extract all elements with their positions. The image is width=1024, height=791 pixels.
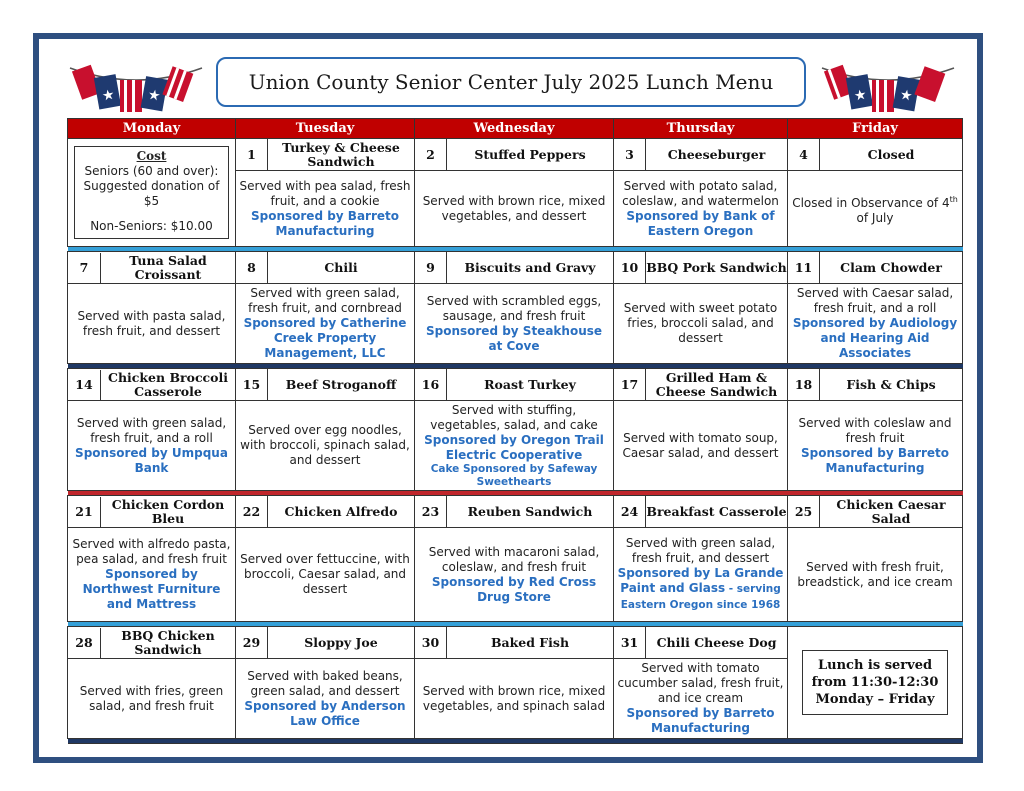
meal-description: Served with pasta salad, fresh fruit, and dessert	[77, 308, 226, 338]
meal-description: Served over egg noodles, with broccoli, spinach salad, and dessert	[240, 423, 410, 467]
date-number: 7	[68, 253, 101, 283]
dish-name: Biscuits and Gravy	[447, 252, 614, 284]
dish-name: Chicken Cordon Bleu	[111, 496, 225, 526]
date-number: 15	[236, 369, 268, 401]
date-number: 18	[788, 369, 820, 401]
meal-description-cell	[68, 659, 236, 739]
dish-name: Clam Chowder	[820, 252, 963, 284]
meal-description: Served with coleslaw and fresh fruit	[798, 415, 952, 445]
sponsor-name: Sponsored by Umpqua Bank	[75, 445, 228, 475]
meal-description: Served with macaroni salad, coleslaw, and fresh fruit	[428, 544, 600, 574]
dish-name: Tuna Salad Croissant	[129, 252, 207, 282]
day-title-cell	[68, 627, 236, 659]
date-number: 11	[788, 252, 820, 284]
svg-text:★: ★	[852, 86, 868, 105]
date-number: 31	[614, 627, 646, 659]
meal-description: Served with stuffing, vegetables, salad, and cake	[430, 402, 598, 432]
sponsor-name: Sponsored by Barreto Manufacturing	[801, 445, 950, 475]
week-title-row	[68, 252, 963, 284]
dish-name: Fish & Chips	[820, 369, 963, 401]
meal-description-cell	[236, 171, 415, 247]
date-number: 28	[68, 628, 101, 658]
dish-name: BBQ Pork Sandwich	[646, 252, 788, 284]
sponsor-text	[791, 446, 959, 476]
svg-text:★: ★	[100, 86, 116, 105]
sponsor-tagline: - serving Eastern Oregon since 1968	[620, 583, 781, 611]
meal-description-cell	[415, 528, 614, 622]
dish-name: Sloppy Joe	[268, 627, 415, 659]
sponsor-text	[617, 706, 784, 736]
meal-description: Served with baked beans, green salad, and dessert	[247, 668, 403, 698]
sponsor-name: Sponsored by Barreto Manufacturing	[626, 706, 775, 735]
day-header: Friday	[788, 119, 963, 139]
sponsor-text	[617, 566, 784, 613]
sponsor-name: Sponsored by Bank of Eastern Oregon	[626, 208, 775, 238]
meal-description-cell	[788, 401, 963, 491]
sponsor-text	[418, 433, 610, 463]
sponsor-text	[239, 209, 411, 239]
sponsor-name: Sponsored by Anderson Law Office	[244, 698, 406, 728]
date-number: 14	[68, 370, 101, 400]
date-number: 21	[68, 497, 101, 527]
dish-name: Stuffed Peppers	[447, 139, 614, 171]
dish-name: Roast Turkey	[447, 369, 614, 401]
patriotic-bunting-icon	[66, 58, 206, 114]
meal-description-cell	[788, 284, 963, 364]
patriotic-bunting-icon	[818, 58, 958, 114]
sponsor-text	[71, 567, 232, 612]
meal-description-cell	[614, 401, 788, 491]
svg-text:★: ★	[898, 86, 914, 105]
meal-description-cell	[788, 171, 963, 247]
date-number: 9	[415, 252, 447, 284]
dish-name: Reuben Sandwich	[447, 496, 614, 528]
cost-non-seniors: Non-Seniors: $10.00	[90, 219, 213, 233]
meal-description-cell	[614, 659, 788, 739]
dish-name: Chili Cheese Dog	[646, 627, 788, 659]
meal-description: Served over fettuccine, with broccoli, Caesar salad, and dessert	[240, 552, 410, 596]
day-header: Tuesday	[236, 119, 415, 139]
svg-text:★: ★	[146, 86, 162, 105]
dish-name: Chicken Broccoli Casserole	[108, 369, 228, 399]
sponsor-name: Sponsored by La Grande Paint and Glass	[617, 566, 784, 595]
cost-seniors: Seniors (60 and over): Suggested donation of $5	[83, 164, 220, 208]
lunch-hours-box: Lunch is served from 11:30-12:30 Monday – Friday	[802, 650, 948, 715]
sponsor-text	[418, 324, 610, 354]
lunch-info-cell	[788, 627, 963, 739]
meal-description: Served with alfredo pasta, pea salad, and fresh fruit	[72, 537, 231, 566]
date-number: 1	[236, 139, 268, 171]
meal-description: Served with brown rice, mixed vegetables, and spinach salad	[422, 683, 606, 713]
meal-description-cell	[68, 401, 236, 491]
cake-sponsor-text: Cake Sponsored by Safeway Sweethearts	[430, 462, 598, 488]
dish-name: Grilled Ham & Cheese Sandwich	[646, 369, 788, 401]
dish-name: Chicken Caesar Salad	[820, 496, 963, 528]
meal-description: Served with Caesar salad, fresh fruit, and a roll	[796, 286, 954, 315]
dish-name: Closed	[820, 139, 963, 171]
date-number: 2	[415, 139, 447, 171]
date-number: 30	[415, 627, 447, 659]
meal-description: Served with potato salad, coleslaw, and watermelon	[622, 178, 779, 208]
sponsor-text	[239, 316, 411, 361]
meal-description: Served with tomato soup, Caesar salad, and dessert	[622, 430, 779, 460]
meal-description-cell	[415, 401, 614, 491]
meal-description: Served with pea salad, fresh fruit, and a cookie	[239, 178, 411, 208]
sponsor-text	[791, 316, 959, 361]
meal-description-cell	[68, 284, 236, 364]
week-title-row	[68, 139, 963, 171]
dish-name: Breakfast Casserole	[646, 496, 788, 528]
sponsor-name: Sponsored by Steakhouse at Cove	[425, 323, 603, 353]
meal-description-cell	[788, 528, 963, 622]
meal-description: Served with scrambled eggs, sausage, and fresh fruit	[426, 293, 602, 323]
date-number: 3	[614, 139, 646, 171]
meal-description: Served with fries, green salad, and fresh fruit	[79, 683, 224, 713]
day-header-row	[68, 119, 963, 139]
meal-description-cell	[236, 401, 415, 491]
title-box	[216, 57, 806, 107]
meal-description-cell	[415, 659, 614, 739]
sponsor-name: Sponsored by Audiology and Hearing Aid Associates	[792, 316, 958, 360]
dish-name: Baked Fish	[447, 627, 614, 659]
day-header: Monday	[68, 119, 236, 139]
sponsor-text	[71, 446, 232, 476]
sponsor-name: Sponsored by Red Cross Drug Store	[431, 574, 597, 604]
meal-description-cell	[614, 528, 788, 622]
date-number: 16	[415, 369, 447, 401]
day-title-cell	[68, 496, 236, 528]
page-title: Union County Senior Center July 2025 Lunch Menu	[248, 70, 774, 94]
week-title-row	[68, 627, 963, 659]
date-number: 23	[415, 496, 447, 528]
meal-description-cell	[415, 284, 614, 364]
date-number: 4	[788, 139, 820, 171]
day-header: Thursday	[614, 119, 788, 139]
sponsor-text	[418, 575, 610, 605]
meal-description: Served with green salad, fresh fruit, and a roll	[76, 415, 227, 445]
week-detail-row	[68, 528, 963, 622]
week-title-row	[68, 369, 963, 401]
date-number: 22	[236, 496, 268, 528]
sponsor-name: Sponsored by Catherine Creek Property Management, LLC	[243, 316, 407, 360]
dish-name: BBQ Chicken Sandwich	[121, 627, 215, 657]
meal-description-cell	[614, 171, 788, 247]
dish-name: Cheeseburger	[646, 139, 788, 171]
meal-description-cell	[415, 171, 614, 247]
dish-name: Beef Stroganoff	[268, 369, 415, 401]
week-title-row	[68, 496, 963, 528]
meal-description-cell	[236, 528, 415, 622]
sponsor-name: Sponsored by Oregon Trail Electric Cooperative	[424, 432, 604, 462]
week-separator	[68, 739, 963, 744]
date-number: 25	[788, 496, 820, 528]
dish-name: Chicken Alfredo	[268, 496, 415, 528]
day-title-cell	[68, 252, 236, 284]
meal-description: Served with green salad, fresh fruit, and dessert	[625, 536, 776, 565]
sponsor-text	[617, 209, 784, 239]
date-number: 17	[614, 369, 646, 401]
meal-description: Served with brown rice, mixed vegetables, and dessert	[422, 193, 606, 223]
sponsor-text	[239, 699, 411, 729]
meal-description: Served with fresh fruit, breadstick, and ice cream	[797, 559, 953, 589]
week-detail-row	[68, 284, 963, 364]
meal-description: Served with tomato cucumber salad, fresh fruit, and ice cream	[617, 661, 784, 705]
week-detail-row	[68, 401, 963, 491]
meal-description: Served with green salad, fresh fruit, and cornbread	[248, 286, 402, 315]
dish-name: Turkey & Cheese Sandwich	[268, 139, 415, 171]
dish-name: Chili	[268, 252, 415, 284]
date-number: 8	[236, 252, 268, 284]
meal-description: Closed in Observance of 4th of July	[792, 194, 958, 225]
sponsor-name: Sponsored by Northwest Furniture and Mattress	[82, 567, 221, 611]
sponsor-name: Sponsored by Barreto Manufacturing	[250, 208, 400, 238]
meal-description-cell	[236, 284, 415, 364]
day-title-cell	[68, 369, 236, 401]
cost-cell	[68, 139, 236, 247]
date-number: 24	[614, 496, 646, 528]
cost-box	[74, 146, 229, 239]
meal-description: Served with sweet potato fries, broccoli salad, and dessert	[623, 301, 778, 345]
date-number: 29	[236, 627, 268, 659]
meal-description-cell	[236, 659, 415, 739]
menu-calendar	[67, 118, 963, 744]
date-number: 10	[614, 252, 646, 284]
meal-description-cell	[68, 528, 236, 622]
day-header: Wednesday	[415, 119, 614, 139]
cost-heading: Cost	[136, 149, 167, 163]
meal-description-cell	[614, 284, 788, 364]
